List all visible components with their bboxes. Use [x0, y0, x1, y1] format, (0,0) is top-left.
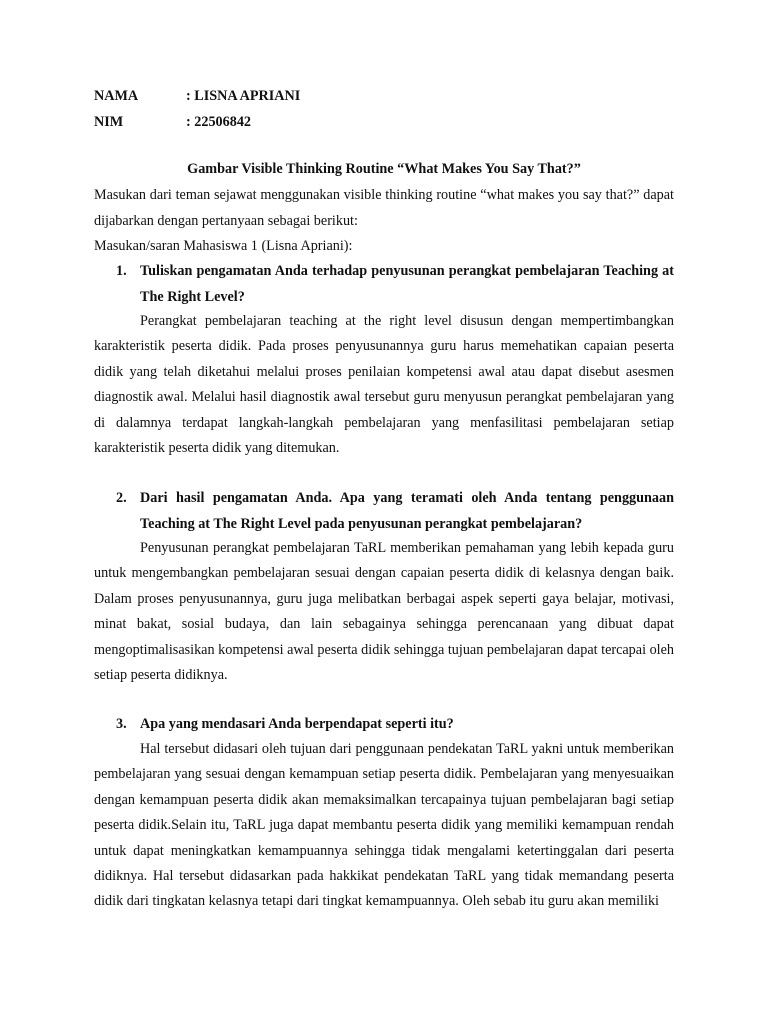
name-value: : LISNA APRIANI [186, 88, 301, 104]
question-3 [94, 712, 674, 738]
name-row [94, 88, 300, 105]
question-1 [94, 259, 674, 310]
document-title: Gambar Visible Thinking Routine “What Makes You Say That?” [187, 161, 581, 177]
question-3-text: Apa yang mendasari Anda berpendapat seperti itu? [140, 716, 454, 732]
question-1-text: Tuliskan pengamatan Anda terhadap penyusunan perangkat pembelajaran Teaching at The Right Level? [140, 263, 674, 305]
name-label: NAMA [94, 88, 139, 104]
answer-3: Hal tersebut didasari oleh tujuan dari penggunaan pendekatan TaRL yakni untuk memberikan pembelajaran yang sesuai dengan kemampuan setiap peserta didik. Pembelajaran yang menyesuaikan dengan kemampuan peserta didik akan memaksimalkan tercapainya tujuan pembelajaran bagi setiap peserta didik.Selain itu, TaRL juga dapat membantu peserta didik yang memiliki kemampuan rendah untuk dapat meningkatkan kemampuannya sehingga tidak mengalami ketertinggalan dari peserta didiknya. Hal tersebut didasarkan pada hakkikat pendekatan TaRL yang tidak memandang peserta didik dari tingkatan kelasnya tetapi dari tingkat kemampuannya. Oleh sebab itu guru akan memiliki [94, 741, 674, 910]
question-3-number: 3. [116, 716, 127, 732]
question-2-text: Dari hasil pengamatan Anda. Apa yang teramati oleh Anda tentang penggunaan Teaching at The Right Level pada penyusunan perangkat pembelajaran? [140, 490, 674, 532]
answer-2: Penyusunan perangkat pembelajaran TaRL memberikan pemahaman yang lebih kepada guru untuk mengembangkan pembelajaran sesuai dengan capaian peserta didik di kelasnya dengan baik. Dalam proses penyusunannya, guru juga melibatkan berbagai aspek seperti gaya belajar, motivasi, minat bakat, sosial budaya, dan lain sebagainya sehingga perencanaan yang dibuat dapat mengoptimalisasikan kompetensi awal peserta didik sehingga tujuan pembelajaran dapat tercapai oleh setiap peserta didiknya. [94, 540, 674, 684]
question-2-number: 2. [116, 490, 127, 506]
answer-1: Perangkat pembelajaran teaching at the right level disusun dengan mempertimbangkan karakteristik peserta didik. Pada proses penyusunannya guru harus memehatikan capaian peserta didik yang telah diketahui melalui proses penilaian kompetensi awal atau dapat disebut asesmen diagnostik awal. Melalui hasil diagnostik awal tersebut guru menyusun perangkat pembelajaran yang di dalamnya terdapat langkah-langkah pembelajaran yang menfasilitasi pembelajaran setiap karakteristik peserta didik yang ditemukan. [94, 313, 674, 457]
intro-paragraph: Masukan dari teman sejawat menggunakan visible thinking routine “what makes you say that?” dapat dijabarkan dengan pertanyaan sebagai berikut: [94, 187, 674, 229]
nim-row [94, 114, 251, 131]
question-2 [94, 486, 674, 537]
nim-value: : 22506842 [186, 114, 252, 130]
subheading: Masukan/saran Mahasiswa 1 (Lisna Apriani): [94, 238, 353, 254]
nim-label: NIM [94, 114, 124, 130]
question-1-number: 1. [116, 263, 127, 279]
